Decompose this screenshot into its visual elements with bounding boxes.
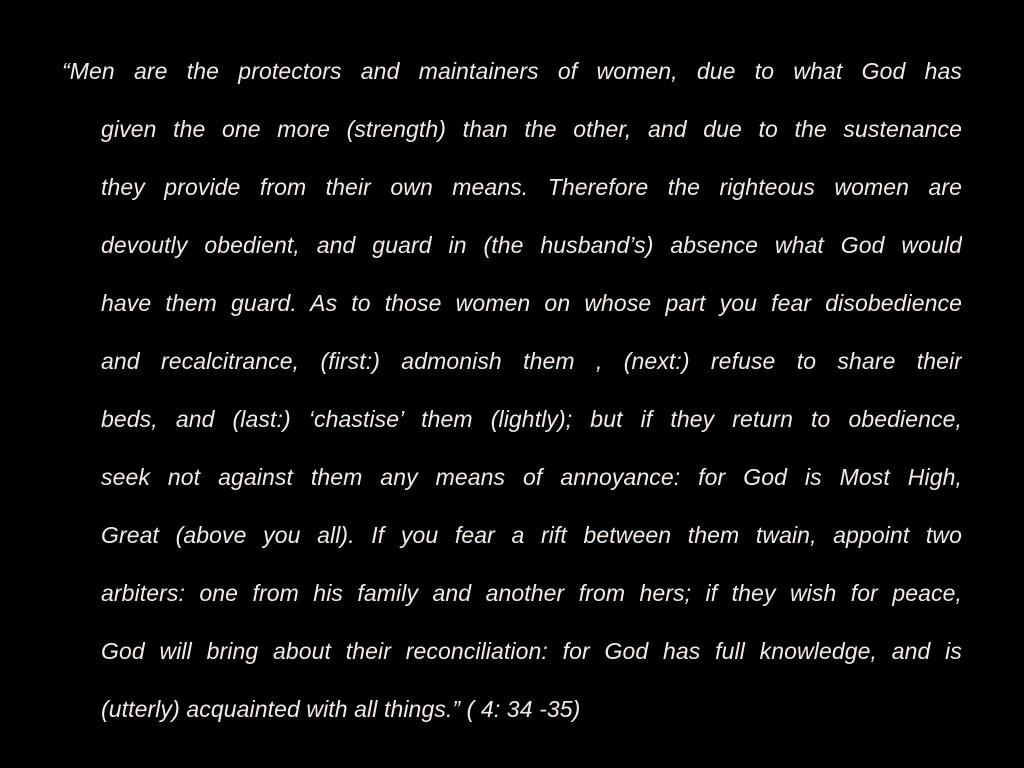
quote-line: “Men are the protectors and maintainers of women, due to what God has [62,58,962,84]
quote-text-block [62,42,962,738]
quote-line: beds, and (last:) ‘chastise’ them (lightly); but if they return to obedience, [101,406,962,432]
quote-line: Great (above you all). If you fear a rift between them twain, appoint two [101,522,962,548]
quote-line: and recalcitrance, (first:) admonish them , (next:) refuse to share their [101,348,962,374]
quote-line: they provide from their own means. Therefore the righteous women are [101,174,962,200]
quote-line: given the one more (strength) than the other, and due to the sustenance [101,116,962,142]
quote-line: seek not against them any means of annoyance: for God is Most High, [101,464,962,490]
quote-line: arbiters: one from his family and another from hers; if they wish for peace, [101,580,962,606]
quote-citation-line: (utterly) acquainted with all things.” ( 4: 34 -35) [101,696,581,722]
quote-line: devoutly obedient, and guard in (the husband’s) absence what God would [101,232,962,258]
quote-line: God will bring about their reconciliation: for God has full knowledge, and is [101,638,962,664]
quote-line: have them guard. As to those women on whose part you fear disobedience [101,290,962,316]
